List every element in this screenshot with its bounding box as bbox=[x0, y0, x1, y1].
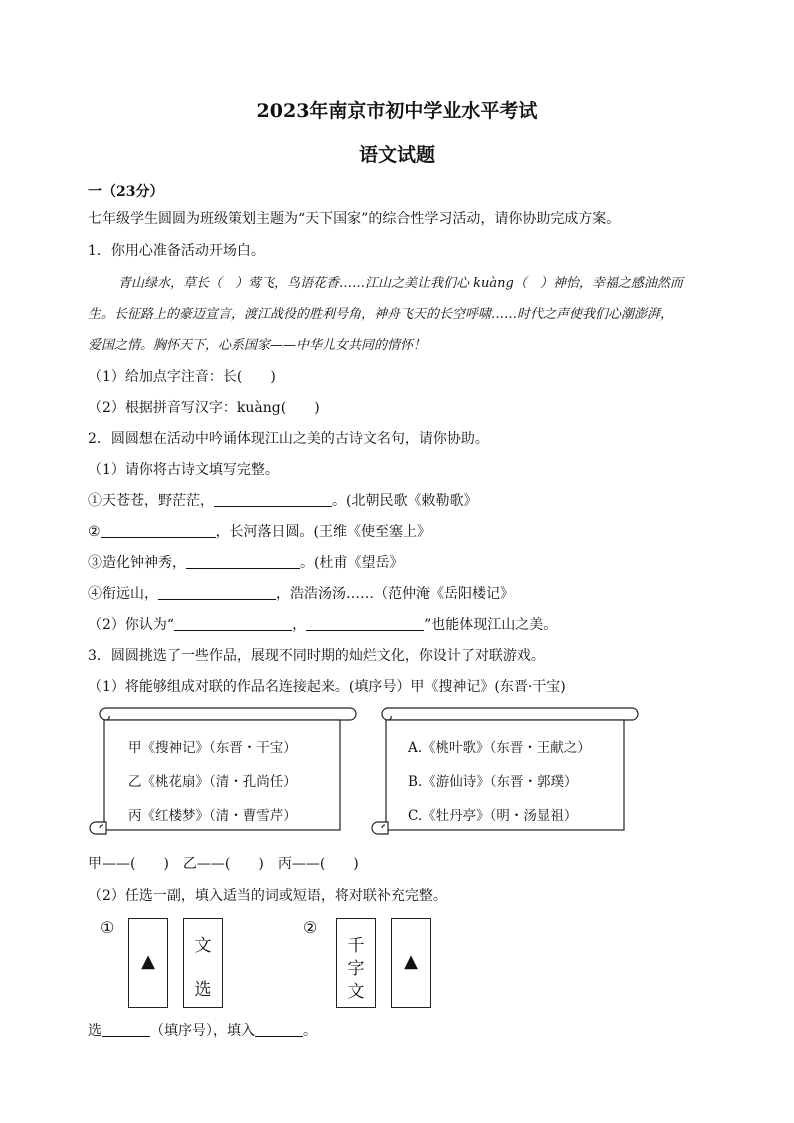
q1-passage-line-2: 生。长征路上的豪迈宣言，渡江战役的胜利号角，神舟飞天的长空呼啸……时代之声使我们心潮澎湃， bbox=[88, 307, 674, 322]
answer-blank[interactable] bbox=[186, 554, 300, 569]
q2-stem: 2．圆圆想在活动中吟诵体现江山之美的古诗文名句，请你协助。 bbox=[88, 431, 489, 447]
q3-answer-pre: 选 bbox=[88, 1023, 102, 1039]
q2-line-1 bbox=[88, 490, 477, 510]
answer-blank[interactable] bbox=[214, 492, 332, 507]
placeholder-triangle: ▲ bbox=[141, 951, 155, 972]
couplet-char: 千 bbox=[347, 936, 365, 956]
q1-sub2: （2）根据拼音写汉字：kuàng( ) bbox=[88, 400, 320, 416]
scroll-item: 甲《搜神记》（东晋・干宝） bbox=[128, 740, 297, 756]
answer-blank[interactable] bbox=[158, 585, 276, 600]
q3-stem: 3．圆圆挑选了一些作品，展现不同时期的灿烂文化，你设计了对联游戏。 bbox=[88, 648, 545, 664]
q3-answer-mid: （填序号），填入 bbox=[150, 1023, 255, 1039]
q2-line-3-pre: ③造化钟神秀， bbox=[88, 555, 186, 571]
q2-line-3 bbox=[88, 552, 403, 572]
couplet-2-number: ② bbox=[303, 918, 318, 937]
q1-passage-line-3: 爱国之情。胸怀天下，心系国家——中华儿女共同的情怀！ bbox=[88, 338, 427, 353]
couplet-char: 文 bbox=[347, 982, 365, 1002]
couplet-2-right-box bbox=[391, 918, 431, 1008]
q2-line-2 bbox=[88, 521, 431, 541]
scroll-item: 丙《红楼梦》（清・曹雪芹） bbox=[128, 808, 297, 824]
answer-blank[interactable] bbox=[174, 616, 292, 631]
q2-sub2-mid: ， bbox=[292, 617, 307, 633]
couplet-1-left-box bbox=[128, 918, 168, 1008]
q1-passage-line-1: 青山绿水，草长（ ）莺飞，鸟语花香……江山之美让我们心 kuàng（ ）神怡，幸福之感油然而 bbox=[118, 276, 683, 291]
couplet-1-number: ① bbox=[100, 918, 115, 937]
q2-line-4-post: ，浩浩汤汤……（范仲淹《岳阳楼记》 bbox=[276, 586, 514, 602]
scroll-item: A.《桃叶歌》（东晋・王献之） bbox=[408, 740, 591, 756]
q1-sub1: （1）给加点字注音：长( ) bbox=[88, 369, 276, 385]
couplet-char: 文 bbox=[194, 936, 212, 956]
q2-line-4-pre: ④衔远山， bbox=[88, 586, 158, 602]
q2-line-3-post: 。(杜甫《望岳》 bbox=[300, 555, 404, 571]
q3-match-line: 甲——( ) 乙——( ) 丙——( ) bbox=[88, 856, 359, 872]
scroll-item: C.《牡丹亭》（明・汤显祖） bbox=[408, 808, 578, 824]
q3-sub1: （1）将能够组成对联的作品名连接起来。(填序号）甲《搜神记》(东晋·干宝) bbox=[88, 679, 566, 695]
q1-stem: 1．你用心准备活动开场白。 bbox=[88, 243, 265, 259]
q2-line-1-post: 。(北朝民歌《敕勒歌》 bbox=[332, 493, 478, 509]
couplet-char: 选 bbox=[194, 980, 212, 1000]
page-subtitle: 语文试题 bbox=[358, 144, 435, 166]
q3-sub2: （2）任选一副，填入适当的词或短语，将对联补充完整。 bbox=[88, 888, 447, 904]
q3-answer-post: 。 bbox=[303, 1023, 317, 1039]
q2-sub2-pre: （2）你认为“ bbox=[88, 617, 175, 633]
left-scroll bbox=[88, 704, 360, 838]
section-heading: 一（23分） bbox=[88, 184, 164, 200]
placeholder-triangle: ▲ bbox=[404, 951, 418, 972]
q2-line-1-pre: ①天苍苍，野茫茫， bbox=[88, 493, 214, 509]
q2-sub2-post: ”也能体现江山之美。 bbox=[424, 617, 558, 633]
q2-line-2-post: ，长河落日圆。(王维《使至塞上》 bbox=[215, 524, 432, 540]
q2-sub2 bbox=[88, 614, 557, 634]
q3-answer-line bbox=[88, 1020, 317, 1040]
answer-blank[interactable] bbox=[102, 1022, 150, 1037]
page-title: 2023年南京市初中学业水平考试 bbox=[256, 100, 538, 122]
couplet-char: 字 bbox=[347, 959, 365, 979]
q2-sub1: （1）请你将古诗文填写完整。 bbox=[88, 462, 279, 478]
scroll-item: 乙《桃花扇》（清・孔尚任） bbox=[128, 774, 297, 790]
right-scroll bbox=[370, 704, 642, 838]
intro-text: 七年级学生圆圆为班级策划主题为“天下国家”的综合性学习活动，请你协助完成方案。 bbox=[88, 211, 621, 227]
answer-blank[interactable] bbox=[101, 523, 216, 538]
answer-blank[interactable] bbox=[306, 616, 424, 631]
scroll-item: B.《游仙诗》（东晋・郭璞） bbox=[408, 774, 578, 790]
answer-blank[interactable] bbox=[255, 1022, 303, 1037]
q2-line-2-pre: ② bbox=[88, 524, 101, 540]
couplet-1-right-box bbox=[183, 918, 223, 1008]
couplet-2-left-box bbox=[336, 918, 376, 1008]
q2-line-4 bbox=[88, 583, 514, 603]
